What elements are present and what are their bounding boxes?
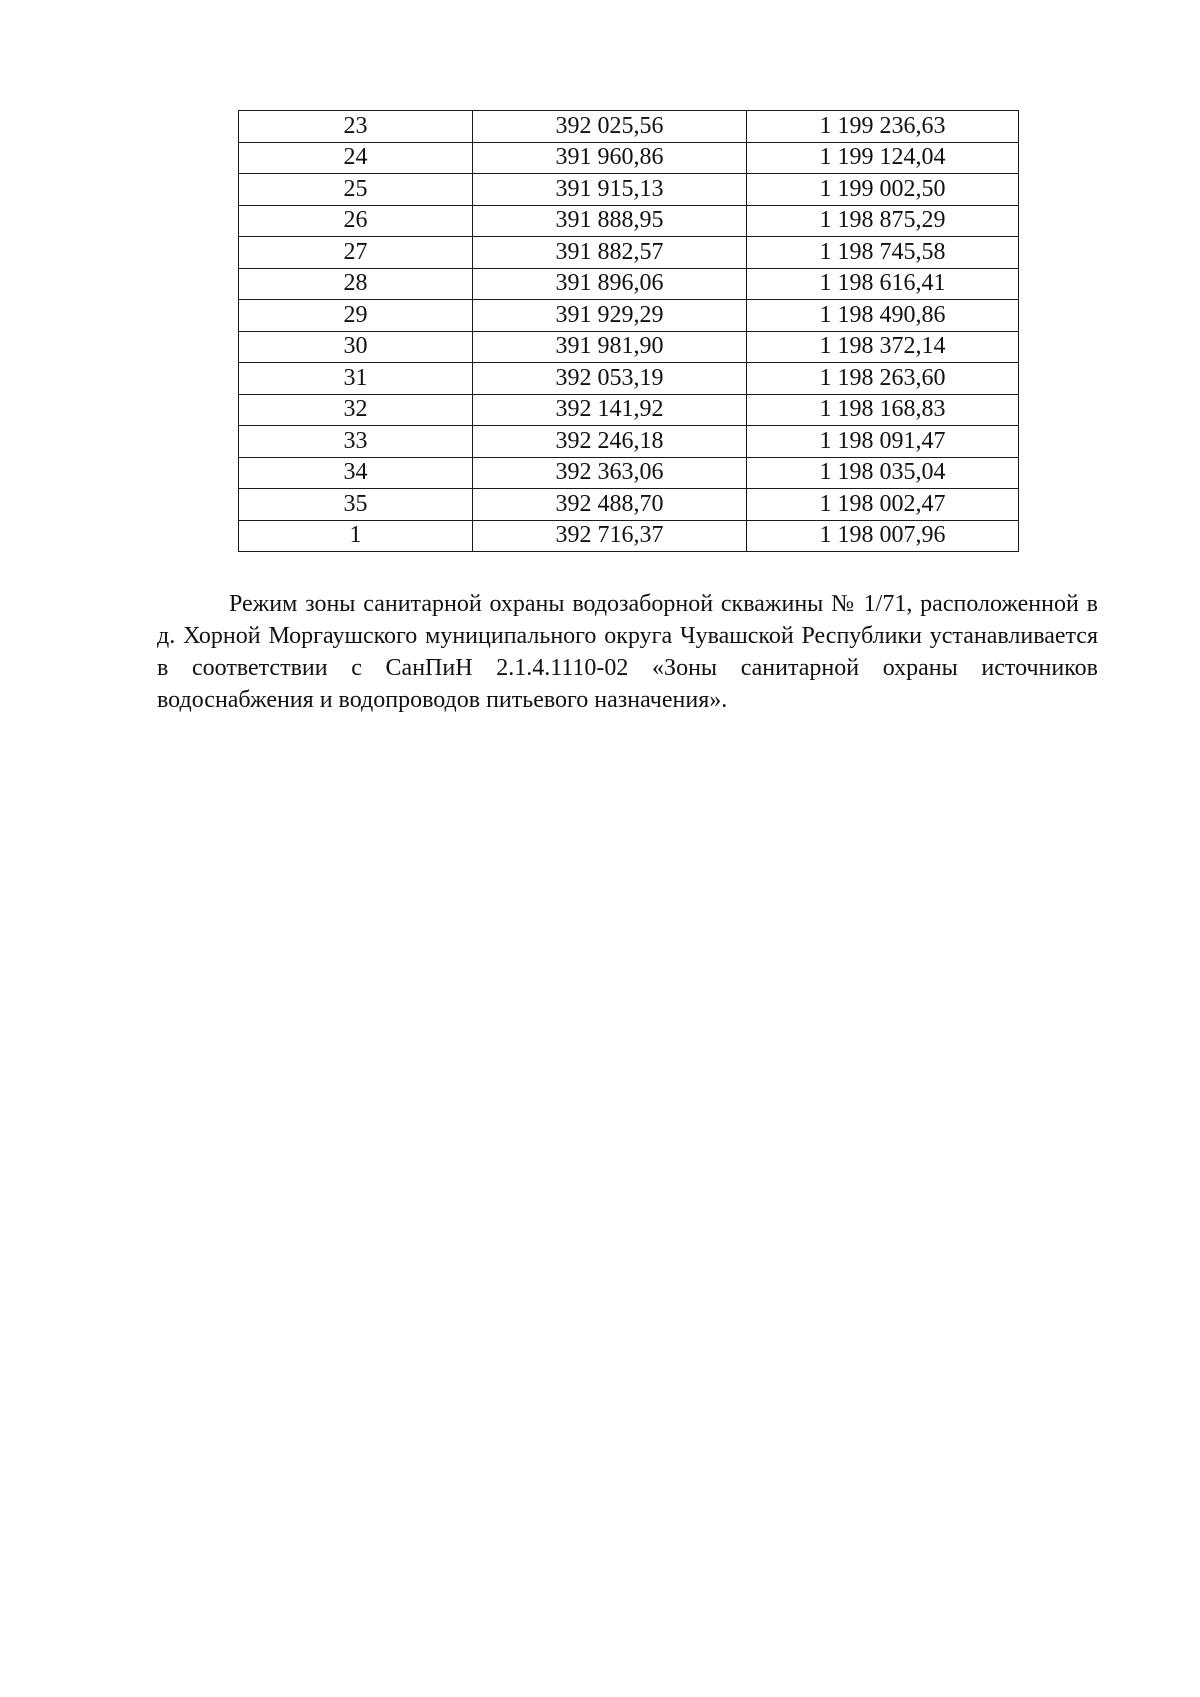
table-row xyxy=(239,426,1019,458)
table-row xyxy=(239,394,1019,426)
x-coordinate-cell: 391 882,57 xyxy=(473,237,747,269)
x-coordinate-cell: 391 915,13 xyxy=(473,174,747,206)
y-coordinate-cell: 1 198 372,14 xyxy=(747,331,1019,363)
x-coordinate-cell: 391 888,95 xyxy=(473,205,747,237)
x-coordinate-cell: 392 246,18 xyxy=(473,426,747,458)
x-coordinate-cell: 392 141,92 xyxy=(473,394,747,426)
y-coordinate-cell: 1 198 007,96 xyxy=(747,520,1019,552)
table-row xyxy=(239,363,1019,395)
x-coordinate-cell: 392 488,70 xyxy=(473,489,747,521)
table-row xyxy=(239,268,1019,300)
y-coordinate-cell: 1 199 002,50 xyxy=(747,174,1019,206)
y-coordinate-cell: 1 198 002,47 xyxy=(747,489,1019,521)
regime-paragraph: Режим зоны санитарной охраны водозаборной скважины № 1/71, расположенной в д. Хорной Моргаушского муниципального округа Чувашской Республики устанавливается в соответствии с СанПиН 2.1.4.1110-02 «Зоны санитарной охраны источников водоснабжения и водопроводов питьевого назначения». xyxy=(157,591,1098,713)
point-number-cell: 25 xyxy=(239,174,473,206)
x-coordinate-cell: 392 053,19 xyxy=(473,363,747,395)
point-number-cell: 30 xyxy=(239,331,473,363)
point-number-cell: 23 xyxy=(239,111,473,143)
point-number-cell: 34 xyxy=(239,457,473,489)
y-coordinate-cell: 1 199 236,63 xyxy=(747,111,1019,143)
y-coordinate-cell: 1 198 745,58 xyxy=(747,237,1019,269)
table-row xyxy=(239,300,1019,332)
point-number-cell: 35 xyxy=(239,489,473,521)
x-coordinate-cell: 392 363,06 xyxy=(473,457,747,489)
table-row xyxy=(239,142,1019,174)
y-coordinate-cell: 1 199 124,04 xyxy=(747,142,1019,174)
x-coordinate-cell: 392 025,56 xyxy=(473,111,747,143)
y-coordinate-cell: 1 198 490,86 xyxy=(747,300,1019,332)
table-row xyxy=(239,457,1019,489)
y-coordinate-cell: 1 198 616,41 xyxy=(747,268,1019,300)
coordinates-table xyxy=(238,110,1019,552)
table-row xyxy=(239,111,1019,143)
y-coordinate-cell: 1 198 168,83 xyxy=(747,394,1019,426)
point-number-cell: 32 xyxy=(239,394,473,426)
point-number-cell: 27 xyxy=(239,237,473,269)
y-coordinate-cell: 1 198 035,04 xyxy=(747,457,1019,489)
x-coordinate-cell: 391 896,06 xyxy=(473,268,747,300)
point-number-cell: 29 xyxy=(239,300,473,332)
point-number-cell: 28 xyxy=(239,268,473,300)
point-number-cell: 24 xyxy=(239,142,473,174)
point-number-cell: 26 xyxy=(239,205,473,237)
point-number-cell: 31 xyxy=(239,363,473,395)
y-coordinate-cell: 1 198 875,29 xyxy=(747,205,1019,237)
y-coordinate-cell: 1 198 263,60 xyxy=(747,363,1019,395)
table-row xyxy=(239,331,1019,363)
y-coordinate-cell: 1 198 091,47 xyxy=(747,426,1019,458)
x-coordinate-cell: 391 981,90 xyxy=(473,331,747,363)
table-row xyxy=(239,520,1019,552)
x-coordinate-cell: 392 716,37 xyxy=(473,520,747,552)
table-row xyxy=(239,205,1019,237)
table-row xyxy=(239,237,1019,269)
coordinates-table-body xyxy=(239,111,1019,552)
x-coordinate-cell: 391 960,86 xyxy=(473,142,747,174)
x-coordinate-cell: 391 929,29 xyxy=(473,300,747,332)
point-number-cell: 33 xyxy=(239,426,473,458)
table-row xyxy=(239,174,1019,206)
table-row xyxy=(239,489,1019,521)
point-number-cell: 1 xyxy=(239,520,473,552)
